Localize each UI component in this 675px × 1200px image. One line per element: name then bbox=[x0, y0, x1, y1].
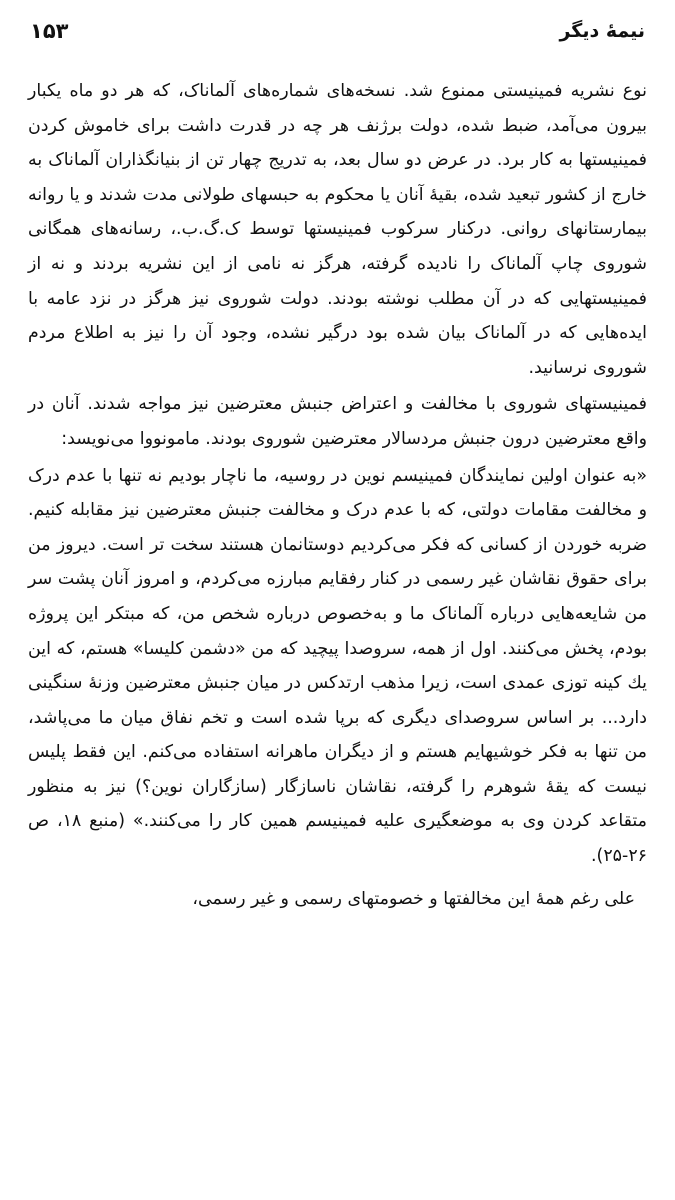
running-head-title: نیمهٔ دیگر bbox=[559, 20, 645, 42]
running-head bbox=[30, 16, 645, 46]
paragraph-quote: «به عنوان اولین نمایندگان فمینیسم نوین در روسیه، ما ناچار بودیم نه تنها با عدم درک و مخالفت مقامات دولتی، که با عدم درک و مخالفت جنبش معترضین نیز مقابله کنیم. ضربه خوردن از کسانی که فکر می‌کردیم دوستانمان هستند سخت تر است. دیروز من برای حقوق نقاشان غیر رسمی در کنار رفقایم مبارزه می‌کردم، و امروز آنان پشت سر من شایعه‌هایی درباره آلماناک ما و به‌خصوص درباره شخص من، که مبتکر این پروژه بودم، پخش می‌کنند. اول از همه، سروصدا پیچید که من «دشمن کلیسا» هستم، که این یك کینه توزی عمدی است، زیرا مذهب ارتدکس در میان جنبش معترضین وزنهٔ سنگینی دارد... بر اساس سروصدای دیگری که برپا شده است و تخم نفاق میان ما می‌پاشد، من تنها به فکر خوشیهایم هستم و از دیگران ماهرانه استفاده می‌کنم. این فقط پلیس نیست که یقهٔ شوهرم را گرفته، نقاشان ناسازگار (سازگاران نوین؟) نیز به منظور متقاعد کردن وی به موضعگیری علیه فمینیسم همین کار را می‌کنند.» (منبع ۱۸، ص ۲۶-۲۵). bbox=[28, 465, 647, 867]
body-text bbox=[28, 74, 647, 916]
paragraph-4: علی رغم همهٔ این مخالفتها و خصومتهای رسمی و غیر رسمی، bbox=[192, 888, 635, 909]
paragraph-1: نوع نشریه فمینیستی ممنوع شد. نسخه‌های شماره‌های آلماناک، که هر دو ماه یکبار بیرون می‌آمد، ضبط شده، دولت برژنف هر چه در قدرت داشت برای خاموش کردن فمینیستها به کار برد. در عرض دو سال بعد، به تدریج چهار تن از بنیانگذاران آلماناک به خارج از کشور تبعید شده، بقیهٔ آنان یا محکوم به حبسهای طولانی مدت شدند و یا روانه بیمارستانهای روانی. درکنار سرکوب فمینیستها توسط ک.گ.ب.، رسانه‌های همگانی شوروی چاپ آلماناک را نادیده گرفته، هرگز نه نامی از این نشریه بردند و نه از فمینیستهایی که در آن مطلب نوشته بودند. دولت شوروی نیز هرگز در نزد عامه با ایده‌هایی که در آلماناک بیان شده بود درگیر نشده، وجود آن را نیز به اطلاع مردم شوروی نرسانید. bbox=[28, 81, 647, 378]
page-number: ۱۵۳ bbox=[30, 19, 69, 43]
paragraph-2: فمینیستهای شوروی با مخالفت و اعتراض جنبش معترضین نیز مواجه شدند. آنان در واقع معترضین درون جنبش مردسالار معترضین شوروی بودند. مامونووا می‌نویسد: bbox=[28, 394, 647, 449]
